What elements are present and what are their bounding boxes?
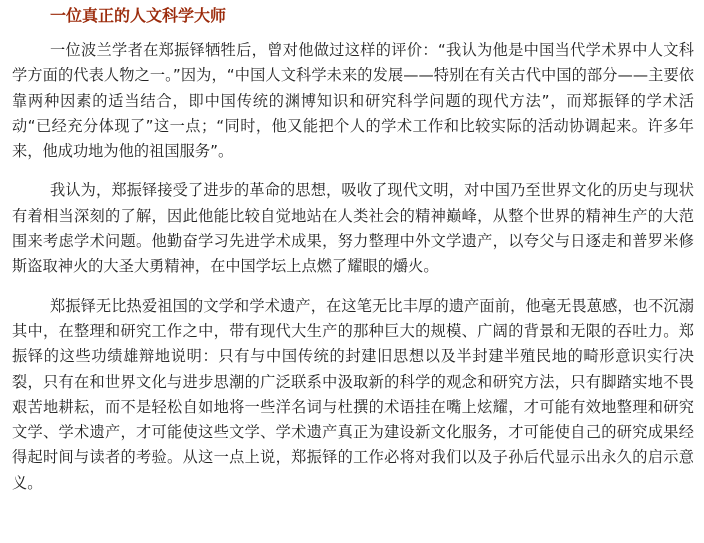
- paragraph-1: 一位波兰学者在郑振铎牺牲后，曾对他做过这样的评价：“我认为他是中国当代学术界中人文科学方面的代表人物之一。”因为，“中国人文科学未来的发展——特别在有关古代中国的部分——主要依靠两种因素的适当结合，即中国传统的渊博知识和研究科学问题的现代方法”，而郑振铎的学术活动“已经充分体现了”这一点；“同时，他又能把个人的学术工作和比较实际的活动协调起来。许多年来，他成功地为他的祖国服务”。: [12, 41, 694, 161]
- section-heading: 一位真正的人文科学大师: [50, 6, 227, 25]
- paragraph-3: 郑振铎无比热爱祖国的文学和学术遗产，在这笔无比丰厚的遗产面前，他毫无畏葸感，也不沉溺其中，在整理和研究工作之中，带有现代大生产的那种巨大的规模、广阔的背景和无限的吞吐力。郑振铎的这些功绩雄辩地说明：只有与中国传统的封建旧思想以及半封建半殖民地的畸形意识实行决裂，只有在和世界文化与进步思潮的广泛联系中汲取新的科学的观念和研究方法，只有脚踏实地不畏艰苦地耕耘，而不是轻松自如地将一些洋名词与杜撰的术语挂在嘴上炫耀，才可能有效地整理和研究文学、学术遗产，才可能使这些文学、学术遗产真正为建设新文化服务，才可能使自己的研究成果经得起时间与读者的考验。从这一点上说，郑振铎的工作必将对我们以及子孙后代显示出永久的启示意义。: [12, 296, 694, 492]
- paragraph-2: 我认为，郑振铎接受了进步的革命的思想，吸收了现代文明，对中国乃至世界文化的历史与现状有着相当深刻的了解，因此他能比较自觉地站在人类社会的精神巅峰，从整个世界的精神生产的大范围来考虑学术问题。他勤奋学习先进学术成果，努力整理中外文学遗产，以夸父与日逐走和普罗米修斯盗取神火的大圣大勇精神，在中国学坛上点燃了耀眼的爝火。: [12, 181, 694, 276]
